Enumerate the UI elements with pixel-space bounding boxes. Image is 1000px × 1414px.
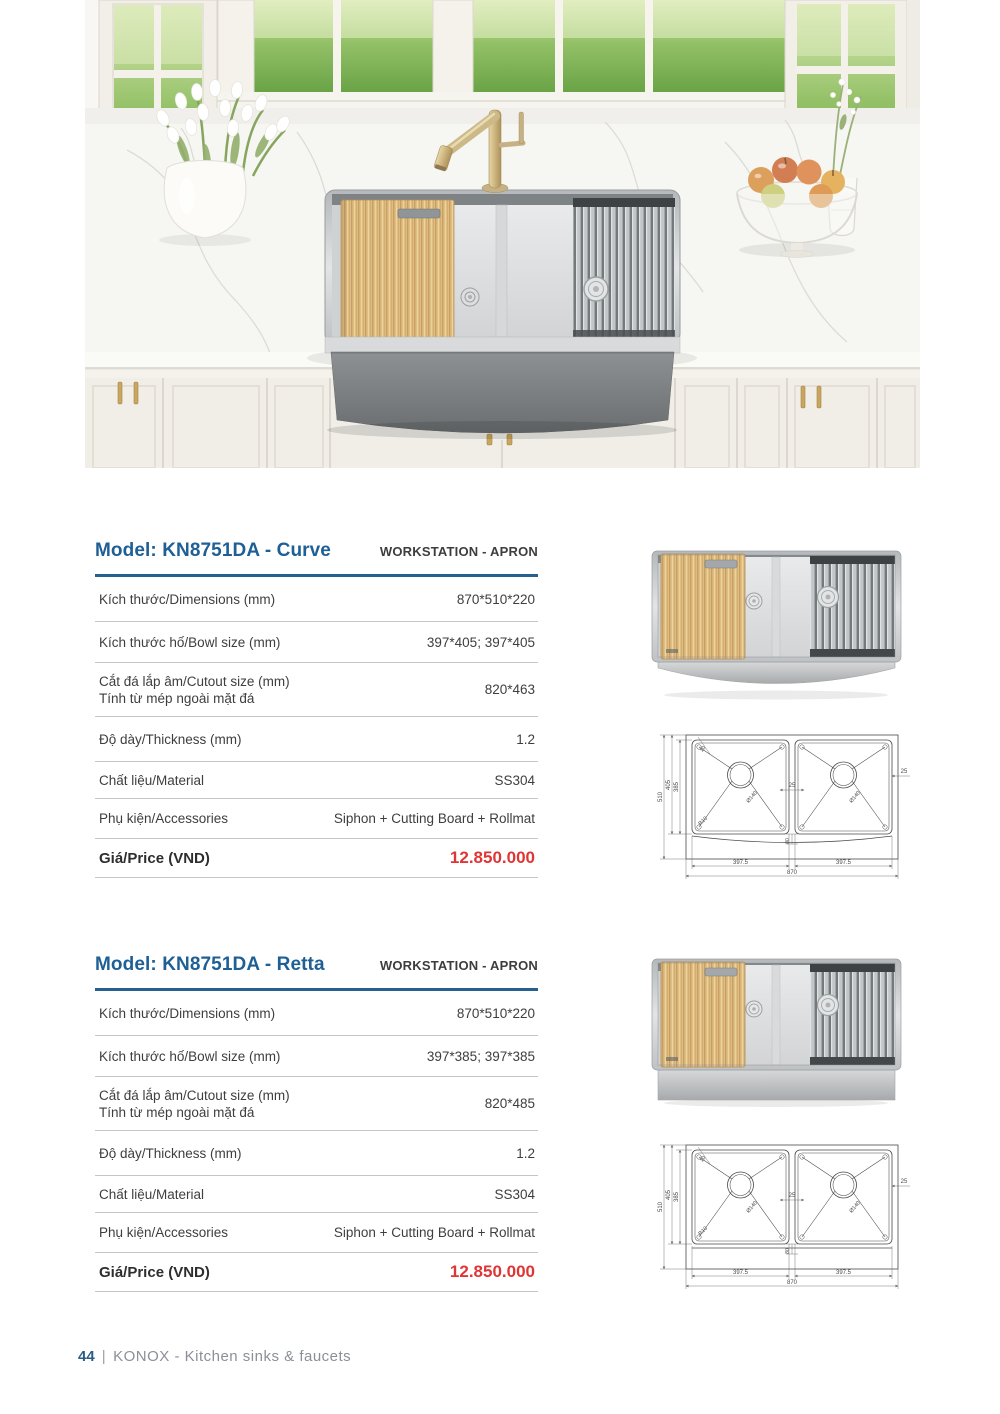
footer-divider: |	[101, 1348, 107, 1365]
technical-drawing-retta	[652, 1138, 914, 1290]
faucet-lever	[519, 112, 524, 144]
rollmat	[573, 198, 675, 339]
svg-text:397.5: 397.5	[835, 860, 852, 866]
spec-row-cutout	[95, 663, 538, 717]
svg-text:80: 80	[785, 1248, 791, 1254]
svg-text:Ø140: Ø140	[848, 1200, 862, 1215]
price-value: 12.850.000	[449, 1262, 535, 1281]
dimension-lines	[660, 735, 910, 879]
svg-text:80: 80	[785, 838, 791, 844]
svg-text:Ø140: Ø140	[745, 1200, 759, 1215]
price-row	[95, 839, 538, 878]
spec-row-dimensions	[95, 577, 538, 622]
left-drain	[461, 288, 479, 306]
spec-value: SS304	[494, 772, 535, 788]
page-number: 44	[78, 1348, 95, 1365]
svg-text:R10: R10	[697, 815, 709, 827]
spec-label: Phụ kiện/Accessories	[99, 1225, 229, 1240]
spec-row-thickness	[95, 1131, 538, 1176]
right-drain	[584, 277, 608, 301]
price-value: 12.850.000	[449, 848, 535, 867]
svg-text:Ø140: Ø140	[848, 790, 862, 805]
spec-label: Kích thước hố/Bowl size (mm)	[99, 1048, 281, 1064]
spec-label: Cắt đá lắp âm/Cutout size (mm) Tính từ mép ngoài mặt đá	[99, 673, 290, 706]
spec-value: 820*485	[484, 1096, 535, 1111]
svg-text:870: 870	[786, 870, 798, 876]
svg-text:397.5: 397.5	[732, 1270, 749, 1276]
hero-image	[85, 0, 920, 468]
svg-text:R10: R10	[697, 1225, 709, 1237]
product-model-title: Model: KN8751DA - Curve	[95, 540, 331, 561]
price-row	[95, 1253, 538, 1292]
spec-row-accessories	[95, 1213, 538, 1253]
photo-left-drain	[746, 593, 762, 609]
spec-label: Độ dày/Thickness (mm)	[99, 1145, 242, 1161]
svg-text:397.5: 397.5	[732, 860, 749, 866]
spec-row-bowl-size	[95, 622, 538, 663]
product-section-retta	[95, 950, 538, 1292]
spec-value: 1.2	[516, 731, 535, 747]
product-category-label: WORKSTATION - APRON	[379, 543, 538, 559]
page-footer	[78, 1348, 351, 1365]
spec-label: Phụ kiện/Accessories	[99, 811, 229, 826]
svg-text:510: 510	[658, 1201, 664, 1213]
product-section-curve	[95, 536, 538, 878]
spec-value: 820*463	[484, 682, 535, 697]
photo-cutting-board	[661, 554, 745, 659]
spec-table	[95, 574, 538, 878]
spec-value: 870*510*220	[456, 591, 535, 607]
spec-row-thickness	[95, 717, 538, 762]
svg-text:10: 10	[698, 1155, 708, 1164]
dimension-lines	[660, 1145, 910, 1289]
svg-text:Ø140: Ø140	[745, 790, 759, 805]
spec-label: Độ dày/Thickness (mm)	[99, 731, 242, 747]
footer-title: KONOX - Kitchen sinks & faucets	[113, 1348, 352, 1365]
spec-row-bowl-size	[95, 1036, 538, 1077]
spec-label: Chất liệu/Material	[99, 1186, 205, 1202]
spec-row-dimensions	[95, 991, 538, 1036]
spec-value: Siphon + Cutting Board + Rollmat	[333, 811, 535, 826]
svg-text:25: 25	[788, 783, 796, 789]
svg-text:25: 25	[900, 769, 908, 775]
svg-text:397.5: 397.5	[835, 1270, 852, 1276]
spec-label: Cắt đá lắp âm/Cutout size (mm) Tính từ mép ngoài mặt đá	[99, 1087, 290, 1120]
svg-text:510: 510	[658, 791, 664, 803]
photo-right-drain	[818, 995, 839, 1016]
spec-table	[95, 988, 538, 1292]
svg-text:870: 870	[786, 1280, 798, 1286]
bowl-divider	[496, 205, 507, 337]
apron-front	[331, 352, 674, 433]
sink-bowls	[454, 205, 574, 337]
photo-cutting-board	[661, 962, 745, 1067]
price-label: Giá/Price (VND)	[99, 1263, 210, 1281]
spec-row-accessories	[95, 799, 538, 839]
sink	[307, 190, 697, 439]
spec-label: Kích thước hố/Bowl size (mm)	[99, 634, 281, 650]
price-label: Giá/Price (VND)	[99, 849, 210, 867]
spec-value: SS304	[494, 1186, 535, 1202]
svg-text:385: 385	[674, 781, 680, 793]
technical-drawing-curve	[652, 728, 914, 880]
svg-text:405: 405	[666, 1189, 672, 1201]
cutting-board	[341, 200, 454, 340]
photo-right-drain	[818, 587, 839, 608]
spec-row-material	[95, 1176, 538, 1213]
photo-left-drain	[746, 1001, 762, 1017]
spec-label: Kích thước/Dimensions (mm)	[99, 591, 276, 607]
window-wall	[125, 0, 825, 118]
svg-text:25: 25	[788, 1193, 796, 1199]
spec-value: 397*405; 397*405	[426, 634, 535, 650]
dimension-labels	[658, 745, 908, 876]
photo-apron-straight	[658, 1070, 895, 1100]
photo-apron-curve	[658, 662, 895, 684]
svg-text:25: 25	[900, 1179, 908, 1185]
product-model-title: Model: KN8751DA - Retta	[95, 954, 325, 975]
svg-text:10: 10	[698, 745, 708, 754]
svg-text:405: 405	[666, 779, 672, 791]
spec-value: Siphon + Cutting Board + Rollmat	[333, 1225, 535, 1240]
product-category-label: WORKSTATION - APRON	[379, 957, 538, 973]
dimension-labels	[658, 1155, 908, 1286]
spec-value: 397*385; 397*385	[426, 1048, 535, 1064]
spec-value: 870*510*220	[456, 1005, 535, 1021]
svg-text:385: 385	[674, 1191, 680, 1203]
spec-label: Kích thước/Dimensions (mm)	[99, 1005, 276, 1021]
product-photo-curve	[648, 545, 905, 702]
product-photo-retta	[648, 953, 905, 1110]
spec-value: 1.2	[516, 1145, 535, 1161]
spec-row-cutout	[95, 1077, 538, 1131]
spec-row-material	[95, 762, 538, 799]
spec-label: Chất liệu/Material	[99, 772, 205, 788]
